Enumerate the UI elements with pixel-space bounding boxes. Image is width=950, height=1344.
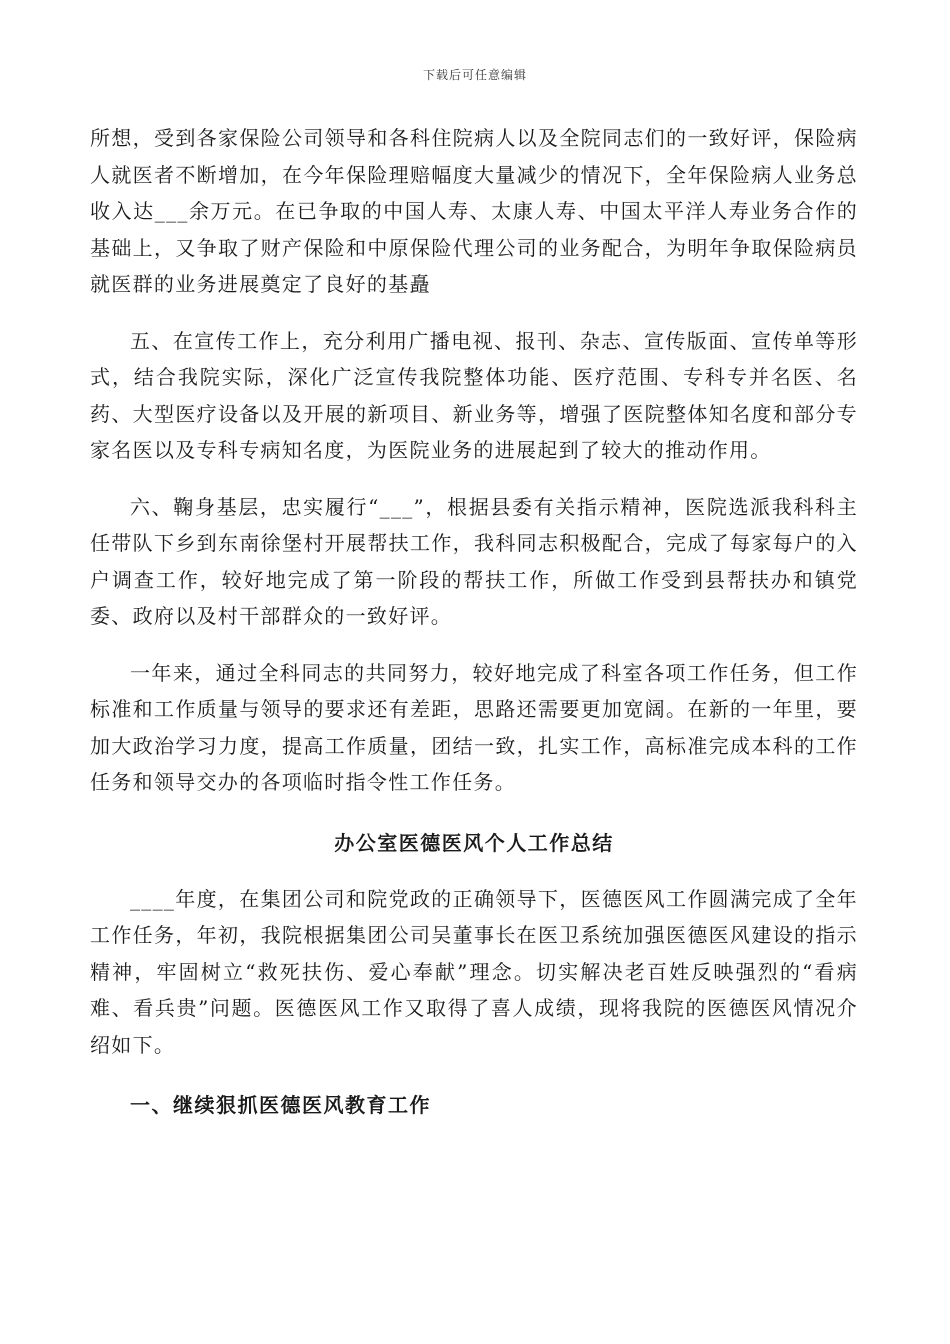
paragraph-grassroots: 六、鞠身基层，忠实履行“___”，根据县委有关指示精神，医院选派我科科主任带队下乡到东南徐堡村开展帮扶工作，我科同志积极配合，完成了每家每户的入户调查工作，较好地完成了第一阶段的帮扶工作，所做工作受到县帮扶办和镇党委、政府以及村干部群众的一致好评。 <box>90 494 858 628</box>
document-title: 办公室医德医风个人工作总结 <box>334 830 614 855</box>
paragraph-spacer <box>90 635 858 655</box>
paragraph-spacer <box>90 469 858 489</box>
paragraph-spacer <box>90 801 858 825</box>
paragraph-insurance: 所想，受到各家保险公司领导和各科住院病人以及全院同志们的一致好评，保险病人就医者不断增加，在今年保险理赔幅度大量减少的情况下，全年保险病人业务总收入达___余万元。在已争取的中国人寿、太康人寿、中国太平洋人寿业务合作的基础上，又争取了财产保险和中原保险代理公司的业务配合，为明年争取保险病员就医群的业务进展奠定了良好的基矗 <box>90 126 858 296</box>
paragraph-publicity: 五、在宣传工作上，充分利用广播电视、报刊、杂志、宣传版面、宣传单等形式，结合我院实际，深化广泛宣传我院整体功能、医疗范围、专科专并名医、名药、大型医疗设备以及开展的新项目、新业务等，增强了医院整体知名度和部分专家名医以及专科专病知名度，为医院业务的进展起到了较大的推动作用。 <box>90 328 858 462</box>
document-body <box>90 120 858 1123</box>
header-note: 下载后可任意编辑 <box>422 68 527 82</box>
section-heading: 一、继续狠抓医德医风教育工作 <box>130 1093 431 1117</box>
paragraph-spacer <box>90 1063 858 1087</box>
paragraph-summary: 一年来，通过全科同志的共同努力，较好地完成了科室各项工作任务，但工作标准和工作质量与领导的要求还有差距，思路还需要更加宽阔。在新的一年里，要加大政治学习力度，提高工作质量，团结一致，扎实工作，高标准完成本科的工作任务和领导交办的各项临时指令性工作任务。 <box>90 660 858 794</box>
paragraph-spacer <box>90 303 858 323</box>
paragraph-intro: ____年度，在集团公司和院党政的正确领导下，医德医风工作圆满完成了全年工作任务，年初，我院根据集团公司吴董事长在医卫系统加强医德医风建设的指示精神，牢固树立“救死扶伤、爱心奉献”理念。切实解决老百姓反映强烈的“看病难、看兵贵”问题。医德医风工作又取得了喜人成绩，现将我院的医德医风情况介绍如下。 <box>90 886 858 1057</box>
paragraph-spacer <box>90 861 858 881</box>
